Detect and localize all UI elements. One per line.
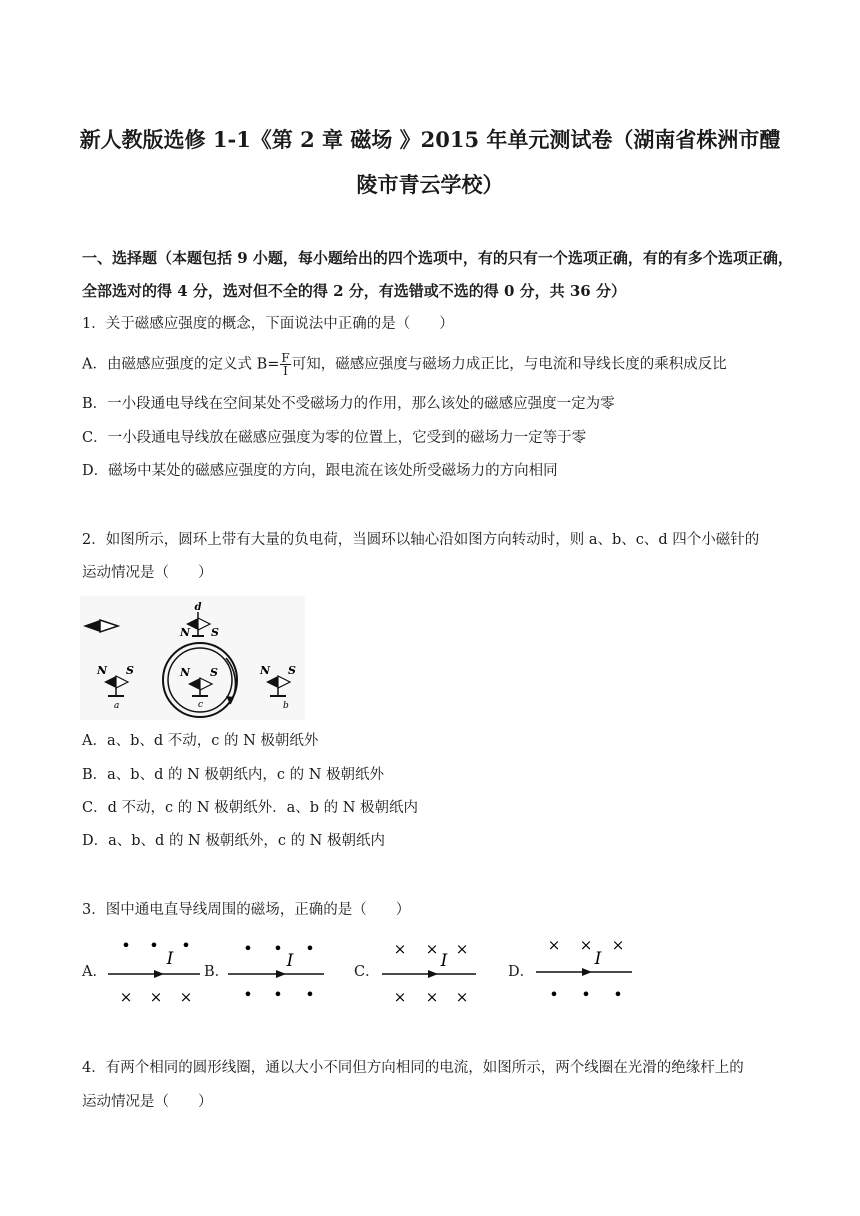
- svg-text:×: ×: [149, 988, 163, 1006]
- q1-option-a-post: 可知，磁感应强度与磁场力成正比，与电流和导线长度的乘积成反比: [291, 356, 727, 373]
- label-n-b: N: [260, 664, 271, 677]
- fraction: [280, 352, 290, 377]
- fraction-denominator: I: [283, 364, 288, 378]
- q1-option-a-pre: A．由磁感应强度的定义式 B=: [82, 356, 280, 373]
- svg-text:•: •: [273, 985, 283, 1004]
- ring-compass-figure: [80, 596, 305, 720]
- label-n-d: N: [180, 626, 191, 639]
- svg-text:I: I: [166, 949, 174, 969]
- q1-option-c: C．一小段通电导线放在磁感应强度为零的位置上，它受到的磁场力一定等于零: [82, 430, 587, 446]
- q3-label-d: D．: [508, 964, 535, 980]
- svg-text:×: ×: [547, 936, 561, 954]
- svg-text:×: ×: [425, 940, 439, 958]
- svg-text:×: ×: [393, 940, 407, 958]
- q3-label-b: B．: [204, 964, 230, 980]
- label-s-d: S: [211, 626, 219, 639]
- q2-stem: 2．如图所示，圆环上带有大量的负电荷，当圆环以轴心沿如图方向转动时，则 a、b、c、d 四个小磁针的: [82, 532, 760, 548]
- q2-option-b: B．a、b、d 的 N 极朝纸内，c 的 N 极朝纸外: [82, 767, 385, 783]
- svg-text:•: •: [305, 939, 315, 958]
- label-s-a: S: [126, 664, 134, 677]
- q1-option-d: D．磁场中某处的磁感应强度的方向，跟电流在该处所受磁场力的方向相同: [82, 463, 558, 479]
- q2-stem-cont: 运动情况是（ ）: [82, 565, 213, 581]
- svg-text:•: •: [273, 939, 283, 958]
- svg-text:•: •: [243, 939, 253, 958]
- svg-text:×: ×: [393, 988, 407, 1006]
- svg-text:I: I: [440, 951, 448, 971]
- svg-text:•: •: [121, 936, 131, 955]
- svg-text:•: •: [581, 985, 591, 1004]
- label-c: c: [198, 700, 204, 710]
- svg-text:I: I: [286, 951, 294, 971]
- svg-text:×: ×: [455, 940, 469, 958]
- svg-text:•: •: [613, 985, 623, 1004]
- q3-figure-d: [534, 932, 634, 1006]
- q1-option-a: [82, 352, 727, 377]
- q2-option-c: C．d 不动，c 的 N 极朝纸外．a、b 的 N 极朝纸内: [82, 800, 419, 816]
- q3-label-c: C．: [354, 964, 380, 980]
- svg-text:×: ×: [579, 936, 593, 954]
- label-a: a: [114, 701, 120, 711]
- section-heading-cont: 全部选对的得 4 分，选对但不全的得 2 分，有选错或不选的得 0 分，共 36 分）: [82, 282, 626, 300]
- label-b: b: [283, 701, 289, 711]
- svg-text:×: ×: [611, 936, 625, 954]
- q1-stem: 1．关于磁感应强度的概念，下面说法中正确的是（ ）: [82, 316, 454, 332]
- label-d: d: [194, 602, 202, 613]
- svg-text:•: •: [549, 985, 559, 1004]
- q2-option-d: D．a、b、d 的 N 极朝纸外，c 的 N 极朝纸内: [82, 833, 385, 849]
- q1-option-b: B．一小段通电导线在空间某处不受磁场力的作用，那么该处的磁感应强度一定为零: [82, 396, 615, 412]
- label-n-c: N: [180, 666, 191, 679]
- section-heading: 一、选择题（本题包括 9 小题，每小题给出的四个选项中，有的只有一个选项正确，有的有多个选项正确，: [82, 249, 793, 267]
- q3-figure-b: [226, 936, 326, 1006]
- svg-text:×: ×: [119, 988, 133, 1006]
- label-s-b: S: [288, 664, 296, 677]
- q2-option-a: A．a、b、d 不动，c 的 N 极朝纸外: [82, 733, 319, 749]
- q3-figure-a: [106, 936, 202, 1006]
- svg-text:I: I: [594, 949, 602, 969]
- fraction-numerator: F: [281, 351, 290, 365]
- label-n-a: N: [97, 664, 108, 677]
- page-title: 新人教版选修 1-1《第 2 章 磁场 》2015 年单元测试卷（湖南省株洲市醴: [79, 127, 781, 152]
- q3-stem: 3．图中通电直导线周围的磁场，正确的是（ ）: [82, 902, 411, 918]
- svg-text:•: •: [243, 985, 253, 1004]
- svg-text:•: •: [305, 985, 315, 1004]
- svg-text:×: ×: [455, 988, 469, 1006]
- svg-text:×: ×: [179, 988, 193, 1006]
- q4-stem: 4．有两个相同的圆形线圈，通以大小不同但方向相同的电流，如图所示，两个线圈在光滑的绝缘杆上的: [82, 1060, 744, 1076]
- q4-stem-cont: 运动情况是（ ）: [82, 1094, 213, 1110]
- svg-text:•: •: [149, 936, 159, 955]
- q3-figure-c: [380, 936, 478, 1006]
- svg-text:×: ×: [425, 988, 439, 1006]
- label-s-c: S: [210, 666, 218, 679]
- q3-label-a: A．: [82, 964, 107, 980]
- page-title-cont: 陵市青云学校）: [356, 172, 504, 197]
- svg-text:•: •: [181, 936, 191, 955]
